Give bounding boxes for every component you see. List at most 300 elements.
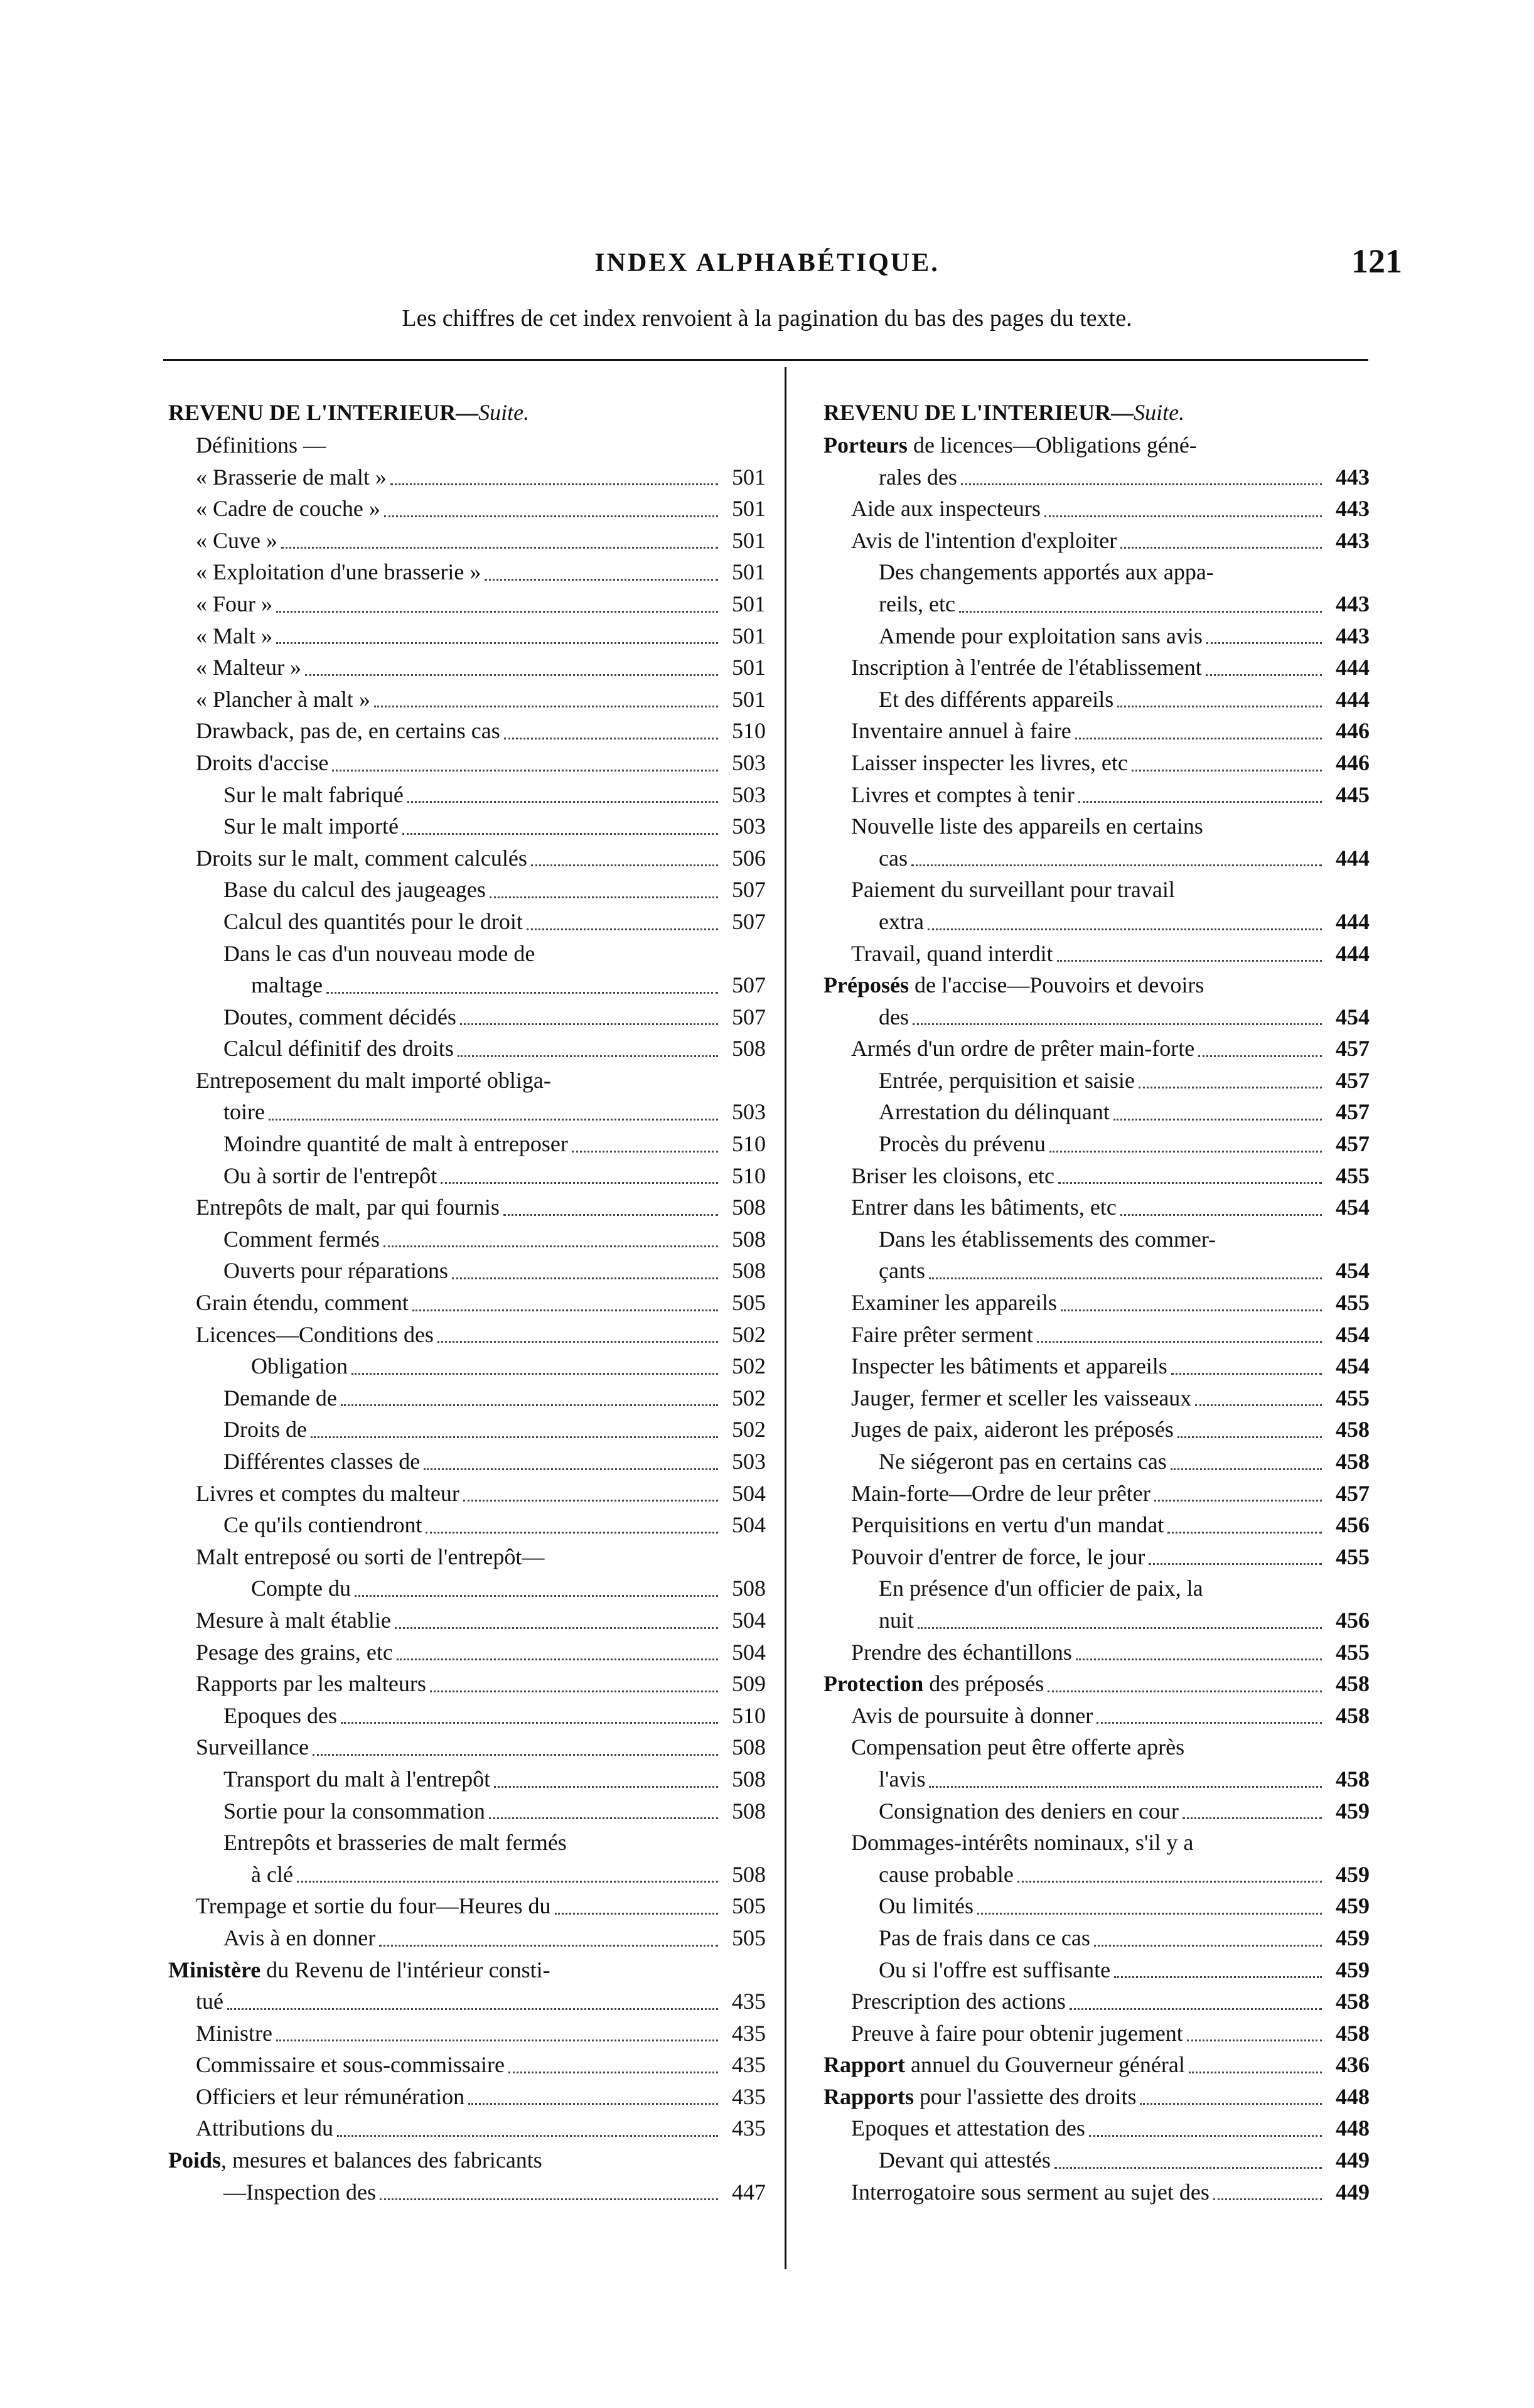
dot-leader bbox=[397, 1658, 718, 1660]
entry-label: Droits de bbox=[223, 1417, 307, 1443]
index-entry bbox=[168, 1223, 766, 1255]
page-reference: 504 bbox=[732, 1607, 766, 1633]
page-reference: 502 bbox=[732, 1417, 766, 1443]
dot-leader bbox=[1061, 1309, 1322, 1311]
page-reference: 444 bbox=[1336, 845, 1370, 871]
dot-leader bbox=[1195, 1404, 1322, 1406]
index-entry bbox=[823, 1255, 1370, 1287]
entry-label: Travail, quand interdit bbox=[851, 940, 1053, 966]
dot-leader bbox=[1149, 1563, 1322, 1565]
column-divider bbox=[785, 367, 786, 2269]
page-reference: 501 bbox=[732, 527, 766, 553]
dot-leader bbox=[1070, 2008, 1322, 2010]
index-entry bbox=[168, 1954, 766, 1986]
dot-leader bbox=[384, 515, 718, 517]
page-reference: 507 bbox=[732, 877, 766, 903]
index-entry bbox=[168, 1922, 766, 1954]
entry-label: Et des différents appareils bbox=[879, 686, 1114, 712]
index-entry bbox=[823, 1001, 1370, 1033]
dot-leader bbox=[1154, 1500, 1322, 1502]
dot-leader bbox=[1139, 1087, 1322, 1088]
entry-label: Des changements apportés aux appa- bbox=[879, 559, 1214, 585]
page-reference: 458 bbox=[1336, 1671, 1370, 1697]
entry-label: Protection des préposés bbox=[823, 1671, 1044, 1697]
entry-label: Drawback, pas de, en certains cas bbox=[196, 718, 500, 744]
page-reference: 501 bbox=[732, 559, 766, 585]
index-entry bbox=[823, 938, 1370, 970]
dot-leader bbox=[1171, 1468, 1322, 1470]
page-reference: 459 bbox=[1336, 1925, 1370, 1950]
dot-leader bbox=[1206, 674, 1322, 676]
page-reference: 458 bbox=[1336, 1766, 1370, 1792]
dot-leader bbox=[437, 1341, 718, 1343]
entry-label: Calcul définitif des droits bbox=[223, 1036, 454, 1062]
entry-label: Avis à en donner bbox=[223, 1925, 376, 1950]
entry-label: Sur le malt fabriqué bbox=[223, 782, 404, 807]
index-entry bbox=[168, 1319, 766, 1351]
page-reference: 444 bbox=[1336, 686, 1370, 712]
entry-label: maltage bbox=[251, 972, 323, 998]
index-entry bbox=[823, 1478, 1370, 1510]
entry-label: « Brasserie de malt » bbox=[196, 464, 387, 490]
dot-leader bbox=[227, 2008, 718, 2010]
page-reference: 443 bbox=[1336, 464, 1370, 490]
dot-leader bbox=[928, 928, 1322, 930]
entry-label: Pas de frais dans ce cas bbox=[879, 1925, 1090, 1950]
heading-text: REVENU DE L'INTERIEUR— bbox=[168, 400, 479, 425]
entry-label: l'avis bbox=[879, 1766, 926, 1792]
page-reference: 510 bbox=[732, 718, 766, 744]
dot-leader bbox=[1120, 547, 1322, 549]
entry-label: « Exploitation d'une brasserie » bbox=[196, 559, 481, 585]
dot-leader bbox=[276, 611, 718, 613]
index-entry bbox=[168, 1763, 766, 1795]
entry-label: Inspecter les bâtiments et appareils bbox=[851, 1353, 1167, 1379]
index-entry bbox=[168, 2176, 766, 2208]
page-reference: 435 bbox=[732, 2115, 766, 2141]
page-reference: 458 bbox=[1336, 1989, 1370, 2014]
entry-label: Licences—Conditions des bbox=[196, 1321, 434, 1347]
dot-leader bbox=[1177, 1436, 1322, 1438]
dot-leader bbox=[977, 1913, 1322, 1915]
page-reference: 444 bbox=[1336, 940, 1370, 966]
page-reference: 435 bbox=[732, 2083, 766, 2109]
entry-label: Compte du bbox=[251, 1576, 351, 1601]
index-entry bbox=[823, 620, 1370, 652]
entry-label: Livres et comptes du malteur bbox=[196, 1480, 459, 1506]
dot-leader bbox=[341, 1722, 718, 1724]
entry-label: Moindre quantité de malt à entreposer bbox=[223, 1131, 568, 1157]
page-reference: 503 bbox=[732, 782, 766, 807]
index-entry bbox=[168, 1287, 766, 1319]
dot-leader bbox=[1075, 738, 1322, 739]
entry-label: « Malt » bbox=[196, 623, 272, 648]
entry-label: Dans le cas d'un nouveau mode de bbox=[223, 940, 535, 966]
entry-label: Attributions du bbox=[196, 2115, 334, 2141]
index-entry bbox=[168, 620, 766, 652]
page-reference: 455 bbox=[1336, 1385, 1370, 1411]
dot-leader bbox=[1049, 1151, 1322, 1153]
heading-continuation: Suite. bbox=[1134, 400, 1185, 425]
index-entry bbox=[823, 1319, 1370, 1351]
dot-leader bbox=[1120, 1214, 1322, 1216]
dot-leader bbox=[384, 1245, 718, 1247]
page-reference: 457 bbox=[1336, 1099, 1370, 1125]
dot-leader bbox=[1132, 770, 1322, 771]
page-reference: 446 bbox=[1336, 750, 1370, 775]
page-reference: 506 bbox=[732, 845, 766, 871]
index-entry bbox=[823, 1763, 1370, 1795]
entry-label: Briser les cloisons, etc bbox=[851, 1163, 1054, 1188]
page-reference: 501 bbox=[732, 591, 766, 616]
page-reference: 445 bbox=[1336, 782, 1370, 807]
entry-label: des bbox=[879, 1004, 909, 1029]
page-reference: 455 bbox=[1336, 1163, 1370, 1188]
index-entry bbox=[168, 1668, 766, 1700]
entry-label: Ouverts pour réparations bbox=[223, 1258, 448, 1284]
page-reference: 443 bbox=[1336, 591, 1370, 616]
entry-label: Ministre bbox=[196, 2020, 272, 2046]
index-entry bbox=[168, 1795, 766, 1827]
left-column-heading bbox=[168, 397, 766, 429]
entry-label: Procès du prévenu bbox=[879, 1131, 1046, 1157]
page-reference: 508 bbox=[732, 1734, 766, 1760]
dot-leader bbox=[380, 2198, 718, 2200]
index-entry bbox=[168, 938, 766, 970]
dot-leader bbox=[1167, 1532, 1322, 1534]
dot-leader bbox=[1089, 2135, 1322, 2137]
entry-label: Laisser inspecter les livres, etc bbox=[851, 750, 1128, 775]
dot-leader bbox=[337, 2135, 718, 2137]
page-reference: 503 bbox=[732, 1099, 766, 1125]
page-number: 121 bbox=[1351, 242, 1402, 280]
entry-label: Rapports par les malteurs bbox=[196, 1671, 426, 1697]
entry-label: Poids, mesures et balances des fabricants bbox=[168, 2147, 542, 2173]
index-entry bbox=[168, 747, 766, 779]
entry-label: « Cuve » bbox=[196, 527, 277, 553]
entry-label: Calcul des quantités pour le droit bbox=[223, 908, 523, 934]
page-reference: 504 bbox=[732, 1639, 766, 1665]
right-entry-list bbox=[823, 429, 1370, 2208]
right-column-heading bbox=[823, 397, 1370, 429]
page-reference: 459 bbox=[1336, 1798, 1370, 1824]
entry-label: Comment fermés bbox=[223, 1226, 380, 1252]
page-reference: 508 bbox=[732, 1576, 766, 1601]
page-reference: 449 bbox=[1336, 2147, 1370, 2173]
heading-text: REVENU DE L'INTERIEUR— bbox=[823, 400, 1134, 425]
dot-leader bbox=[326, 992, 718, 994]
index-entry bbox=[168, 969, 766, 1001]
index-entry bbox=[823, 1509, 1370, 1541]
index-entry bbox=[168, 1096, 766, 1128]
index-entry bbox=[168, 1827, 766, 1859]
dot-leader bbox=[961, 483, 1322, 485]
index-entry bbox=[823, 1859, 1370, 1891]
index-entry bbox=[823, 810, 1370, 842]
index-entry bbox=[823, 2112, 1370, 2144]
index-entry bbox=[823, 1287, 1370, 1319]
entry-label: Entrée, perquisition et saisie bbox=[879, 1067, 1135, 1093]
entry-label: Rapports pour l'assiette des droits bbox=[823, 2083, 1137, 2109]
page-reference: 448 bbox=[1336, 2083, 1370, 2109]
entry-label: Ou limités bbox=[879, 1893, 973, 1919]
page-reference: 454 bbox=[1336, 1195, 1370, 1220]
dot-leader bbox=[311, 1436, 718, 1438]
page-reference: 510 bbox=[732, 1131, 766, 1157]
index-entry bbox=[168, 874, 766, 906]
page-reference: 444 bbox=[1336, 655, 1370, 680]
entry-label: Commissaire et sous-commissaire bbox=[196, 2052, 505, 2078]
dot-leader bbox=[379, 1945, 718, 1947]
page-reference: 444 bbox=[1336, 908, 1370, 934]
dot-leader bbox=[395, 1627, 718, 1629]
dot-leader bbox=[458, 1055, 718, 1057]
entry-label: Ministère du Revenu de l'intérieur consti- bbox=[168, 1957, 550, 1982]
index-entry bbox=[823, 2049, 1370, 2081]
index-entry bbox=[823, 2018, 1370, 2050]
entry-label: Inscription à l'entrée de l'établissement bbox=[851, 655, 1202, 680]
entry-label: Aide aux inspecteurs bbox=[851, 496, 1041, 522]
entry-label: Ne siégeront pas en certains cas bbox=[879, 1449, 1167, 1474]
page-reference: 501 bbox=[732, 496, 766, 522]
index-entry bbox=[823, 906, 1370, 938]
index-entry bbox=[168, 1382, 766, 1414]
index-entry bbox=[168, 1128, 766, 1160]
dot-leader bbox=[430, 1690, 718, 1692]
index-entry bbox=[168, 2144, 766, 2176]
dot-leader bbox=[1187, 2040, 1322, 2041]
dot-leader bbox=[1044, 515, 1322, 517]
page-reference: 455 bbox=[1336, 1544, 1370, 1569]
page-reference: 509 bbox=[732, 1671, 766, 1697]
dot-leader bbox=[503, 1214, 718, 1216]
dot-leader bbox=[485, 579, 718, 581]
running-title: INDEX ALPHABÉTIQUE. bbox=[594, 249, 940, 277]
dot-leader bbox=[332, 770, 718, 771]
dot-leader bbox=[426, 1532, 718, 1534]
index-entry bbox=[823, 652, 1370, 684]
index-entry bbox=[168, 1446, 766, 1478]
index-entry bbox=[823, 1128, 1370, 1160]
index-entry bbox=[823, 1191, 1370, 1223]
entry-label: Différentes classes de bbox=[223, 1449, 421, 1474]
page-reference: 505 bbox=[732, 1290, 766, 1316]
entry-label: Livres et comptes à tenir bbox=[851, 782, 1075, 807]
entry-label: cause probable bbox=[879, 1861, 1014, 1887]
dot-leader bbox=[504, 738, 718, 739]
entry-label: Demande de bbox=[223, 1385, 337, 1411]
index-entry bbox=[168, 1890, 766, 1922]
dot-leader bbox=[281, 547, 718, 549]
page-reference: 456 bbox=[1336, 1607, 1370, 1633]
index-entry bbox=[168, 1001, 766, 1033]
index-entry bbox=[823, 1446, 1370, 1478]
index-entry bbox=[823, 715, 1370, 747]
entry-label: Arrestation du délinquant bbox=[879, 1099, 1110, 1125]
page-reference: 507 bbox=[732, 1004, 766, 1029]
page-reference: 508 bbox=[732, 1226, 766, 1252]
index-entry bbox=[823, 1096, 1370, 1128]
page-reference: 456 bbox=[1336, 1512, 1370, 1538]
dot-leader bbox=[1037, 1341, 1322, 1343]
entry-label: Armés d'un ordre de prêter main-forte bbox=[851, 1036, 1195, 1062]
index-entry bbox=[823, 842, 1370, 874]
index-entry bbox=[823, 874, 1370, 906]
page-reference: 454 bbox=[1336, 1258, 1370, 1284]
index-entry bbox=[823, 588, 1370, 620]
index-entry bbox=[168, 1414, 766, 1446]
index-entry bbox=[823, 1541, 1370, 1573]
entry-label: Epoques des bbox=[223, 1702, 337, 1728]
index-entry bbox=[823, 969, 1370, 1001]
page-reference: 454 bbox=[1336, 1321, 1370, 1347]
entry-label: Grain étendu, comment bbox=[196, 1290, 409, 1316]
entry-label: Pouvoir d'entrer de force, le jour bbox=[851, 1544, 1145, 1569]
page-reference: 507 bbox=[732, 908, 766, 934]
dot-leader bbox=[297, 1881, 718, 1883]
entry-label: Epoques et attestation des bbox=[851, 2115, 1085, 2141]
index-entry bbox=[823, 1223, 1370, 1255]
dot-leader bbox=[460, 1023, 718, 1025]
index-entry bbox=[823, 1604, 1370, 1637]
entry-label: Officiers et leur rémunération bbox=[196, 2083, 465, 2109]
dot-leader bbox=[355, 1595, 718, 1597]
entry-label: Ou si l'offre est suffisante bbox=[879, 1957, 1111, 1982]
page-reference: 503 bbox=[732, 1449, 766, 1474]
index-entry bbox=[168, 429, 766, 461]
entry-label: Preuve à faire pour obtenir jugement bbox=[851, 2020, 1183, 2046]
dot-leader bbox=[441, 1182, 718, 1184]
index-entry bbox=[168, 1604, 766, 1637]
entry-label: rales des bbox=[879, 464, 957, 490]
entry-label: Avis de poursuite à donner bbox=[851, 1702, 1093, 1728]
entry-label: çants bbox=[879, 1258, 925, 1284]
index-entry bbox=[168, 1859, 766, 1891]
index-entry bbox=[823, 684, 1370, 716]
entry-label: Consignation des deniers en cour bbox=[879, 1798, 1179, 1824]
entry-label: Entrepôts de malt, par qui fournis bbox=[196, 1195, 500, 1220]
dot-leader bbox=[374, 706, 718, 707]
entry-label: Interrogatoire sous serment au sujet des bbox=[851, 2179, 1210, 2205]
page-reference: 505 bbox=[732, 1925, 766, 1950]
index-entry bbox=[823, 2081, 1370, 2113]
left-column bbox=[168, 397, 766, 2208]
dot-leader bbox=[1114, 1976, 1322, 1978]
entry-label: Sur le malt importé bbox=[223, 814, 399, 839]
dot-leader bbox=[929, 1277, 1322, 1279]
dot-leader bbox=[468, 2103, 718, 2105]
index-entry bbox=[168, 588, 766, 620]
page-reference: 435 bbox=[732, 2052, 766, 2078]
entry-label: Jauger, fermer et sceller les vaisseaux bbox=[851, 1385, 1192, 1411]
entry-label: Obligation bbox=[251, 1353, 348, 1379]
index-entry bbox=[168, 2112, 766, 2144]
index-entry bbox=[168, 461, 766, 493]
index-entry bbox=[823, 1382, 1370, 1414]
page-reference: 459 bbox=[1336, 1861, 1370, 1887]
dot-leader bbox=[341, 1404, 718, 1406]
heading-continuation: Suite. bbox=[478, 400, 530, 425]
index-entry bbox=[168, 1478, 766, 1510]
index-entry bbox=[168, 1541, 766, 1573]
page-reference: 436 bbox=[1336, 2052, 1370, 2078]
entry-label: tué bbox=[196, 1989, 223, 2014]
dot-leader bbox=[572, 1151, 718, 1153]
entry-label: Définitions — bbox=[196, 433, 326, 458]
page-reference: 459 bbox=[1336, 1893, 1370, 1919]
index-entry bbox=[823, 2144, 1370, 2176]
entry-label: « Cadre de couche » bbox=[196, 496, 380, 522]
index-entry bbox=[168, 2018, 766, 2050]
entry-label: extra bbox=[879, 908, 924, 934]
index-entry bbox=[168, 1700, 766, 1732]
entry-label: —Inspection des bbox=[223, 2179, 376, 2205]
entry-label: « Plancher à malt » bbox=[196, 686, 370, 712]
entry-label: Dommages-intérêts nominaux, s'il y a bbox=[851, 1830, 1194, 1856]
page-reference: 449 bbox=[1336, 2179, 1370, 2205]
index-entry bbox=[823, 1065, 1370, 1097]
index-entry bbox=[823, 2176, 1370, 2208]
entry-label: Perquisitions en vertu d'un mandat bbox=[851, 1512, 1164, 1538]
dot-leader bbox=[313, 1754, 718, 1756]
entry-label: Ou à sortir de l'entrepôt bbox=[223, 1163, 437, 1188]
dot-leader bbox=[918, 1627, 1322, 1629]
dot-leader bbox=[1117, 706, 1322, 707]
page-reference: 447 bbox=[732, 2179, 766, 2205]
index-entry bbox=[823, 1954, 1370, 1986]
entry-label: Porteurs de licences—Obligations géné- bbox=[823, 433, 1197, 458]
dot-leader bbox=[452, 1277, 718, 1279]
page-reference: 457 bbox=[1336, 1480, 1370, 1506]
index-note: Les chiffres de cet index renvoient à la pagination du bas des pages du texte. bbox=[402, 305, 1132, 331]
page-reference: 503 bbox=[732, 814, 766, 839]
page-reference: 510 bbox=[732, 1163, 766, 1188]
page-reference: 508 bbox=[732, 1195, 766, 1220]
dot-leader bbox=[1094, 1945, 1322, 1947]
entry-label: Malt entreposé ou sorti de l'entrepôt— bbox=[196, 1544, 545, 1569]
entry-label: Transport du malt à l'entrepôt bbox=[223, 1766, 491, 1792]
dot-leader bbox=[911, 864, 1322, 866]
entry-label: Sortie pour la consommation bbox=[223, 1798, 485, 1824]
dot-leader bbox=[494, 1786, 718, 1788]
page-reference: 501 bbox=[732, 655, 766, 680]
page-reference: 502 bbox=[732, 1353, 766, 1379]
entry-label: Inventaire annuel à faire bbox=[851, 718, 1071, 744]
dot-leader bbox=[929, 1786, 1322, 1788]
index-entry bbox=[168, 1033, 766, 1065]
page-reference: 448 bbox=[1336, 2115, 1370, 2141]
entry-label: Dans les établissements des commer- bbox=[879, 1226, 1216, 1252]
dot-leader bbox=[527, 928, 718, 930]
entry-label: à clé bbox=[251, 1861, 293, 1887]
page-reference: 502 bbox=[732, 1321, 766, 1347]
index-entry bbox=[168, 1160, 766, 1192]
index-entry bbox=[823, 1414, 1370, 1446]
page-reference: 443 bbox=[1336, 496, 1370, 522]
index-entry bbox=[168, 652, 766, 684]
index-entry bbox=[823, 1827, 1370, 1859]
page-reference: 504 bbox=[732, 1512, 766, 1538]
entry-label: Rapport annuel du Gouverneur général bbox=[823, 2052, 1185, 2078]
dot-leader bbox=[463, 1500, 718, 1502]
dot-leader bbox=[1206, 642, 1322, 644]
entry-label: Examiner les appareils bbox=[851, 1290, 1057, 1316]
page-reference: 455 bbox=[1336, 1639, 1370, 1665]
page-reference: 508 bbox=[732, 1861, 766, 1887]
entry-label: Doutes, comment décidés bbox=[223, 1004, 456, 1029]
page-reference: 458 bbox=[1336, 2020, 1370, 2046]
entry-label: Devant qui attestés bbox=[879, 2147, 1051, 2173]
